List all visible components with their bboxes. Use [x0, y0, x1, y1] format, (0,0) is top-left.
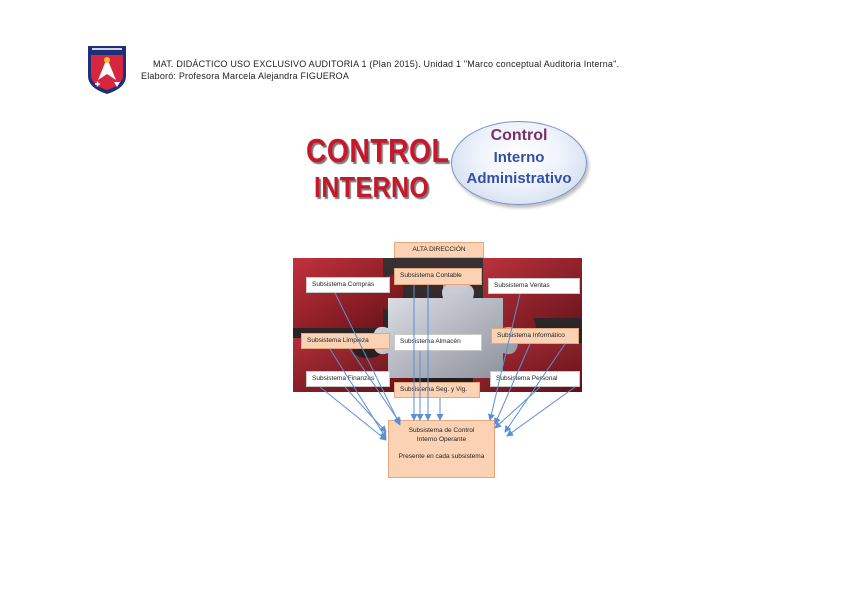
shield-logo-icon	[86, 46, 128, 94]
arrow-personal-1	[495, 387, 540, 428]
title-control: CONTROL	[306, 132, 450, 169]
ellipse-line-2: Interno	[493, 149, 545, 166]
ellipse-line-1: Control	[490, 127, 548, 144]
operante-line-3: Presente en cada subsistema	[398, 453, 485, 460]
subsistema-informatico-box: Subsistema Informático	[491, 328, 579, 344]
header-course-line: MAT. DIDÁCTICO USO EXCLUSIVO AUDITORIA 1 (Plan 2015). Unidad 1 "Marco conceptual Auditoria Interna".	[153, 59, 620, 69]
control-interno-administrativo-ellipse	[451, 121, 587, 205]
operante-line-2: Interno Operante	[416, 436, 467, 443]
subsistema-compras-box: Subsistema Compras	[306, 277, 390, 293]
ellipse-line-3: Administrativo	[466, 170, 572, 187]
arrow-finanzas-1	[345, 387, 386, 432]
header-author-line: Elaboró: Profesora Marcela Alejandra FIGUEROA	[141, 71, 350, 81]
subsistema-limpieza-box: Subsistema Limpieza	[301, 333, 390, 349]
subsistema-finanzas-box: Subsistema Finanzas	[306, 371, 390, 387]
arrow-personal-2	[507, 387, 575, 436]
subsistema-personal-box: Subsistema Personal	[490, 371, 580, 387]
alta-direccion-box: ALTA DIRECCIÓN	[394, 242, 484, 258]
title-interno: INTERNO	[314, 172, 430, 204]
subsistema-almacen-box: Subsistema Almacén	[394, 334, 482, 351]
subsistema-seg-vig-box: Subsistema Seg. y Vig.	[394, 382, 480, 398]
control-interno-operante-box	[388, 420, 495, 478]
subsistema-contable-box: Subsistema Contable	[394, 268, 482, 285]
operante-line-1: Subsistema de Control	[408, 427, 475, 434]
page-header	[141, 58, 619, 82]
subsistema-ventas-box: Subsistema Ventas	[488, 278, 580, 294]
arrow-finanzas-2	[320, 387, 386, 440]
